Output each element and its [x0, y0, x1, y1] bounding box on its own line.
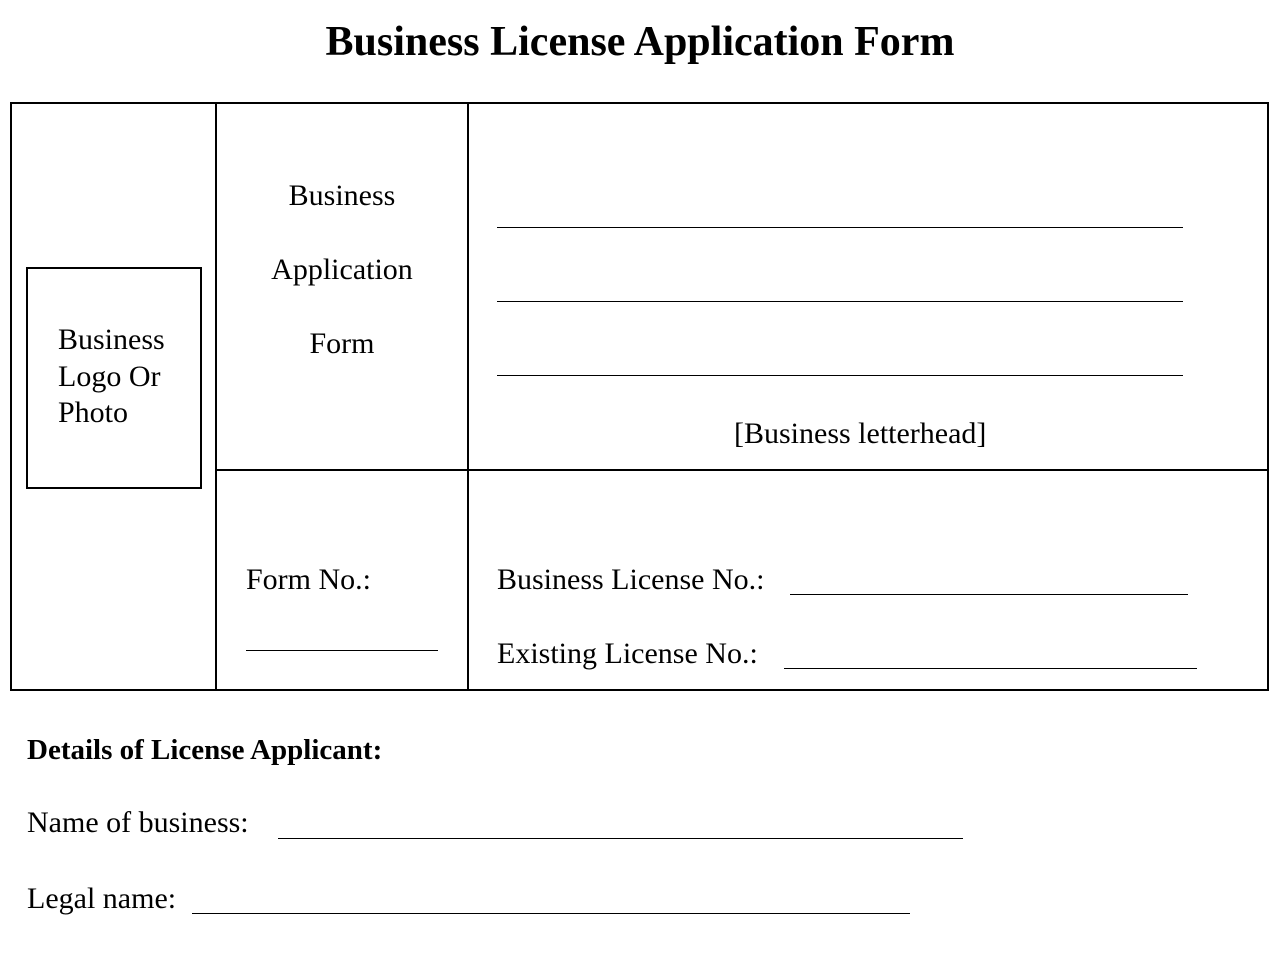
- page-title: Business License Application Form: [325, 19, 955, 65]
- name-of-business-label: Name of business:: [27, 806, 249, 839]
- letterhead-line-2[interactable]: [497, 301, 1183, 302]
- form-no-label: Form No.:: [246, 563, 372, 596]
- letterhead-line-1[interactable]: [497, 227, 1183, 228]
- logo-placeholder-line-3: Photo: [58, 396, 129, 429]
- logo-placeholder-line-1: Business: [58, 323, 165, 356]
- table-divider-horizontal: [215, 469, 1269, 471]
- form-no-field[interactable]: [246, 650, 438, 651]
- legal-name-label: Legal name:: [27, 882, 177, 915]
- business-license-no-label: Business License No.:: [497, 563, 765, 596]
- header-label-line-2: Application: [271, 253, 413, 286]
- business-license-no-field[interactable]: [790, 594, 1188, 595]
- name-of-business-field[interactable]: [278, 838, 963, 839]
- existing-license-no-field[interactable]: [784, 668, 1197, 669]
- existing-license-no-label: Existing License No.:: [497, 637, 758, 670]
- letterhead-label: [Business letterhead]: [734, 417, 987, 450]
- applicant-section-heading: Details of License Applicant:: [27, 734, 383, 766]
- legal-name-field[interactable]: [192, 913, 910, 914]
- header-label-line-1: Business: [288, 179, 396, 212]
- header-label-line-3: Form: [309, 327, 375, 360]
- logo-placeholder-line-2: Logo Or: [58, 360, 161, 393]
- table-divider-middle: [467, 102, 469, 691]
- letterhead-line-3[interactable]: [497, 375, 1183, 376]
